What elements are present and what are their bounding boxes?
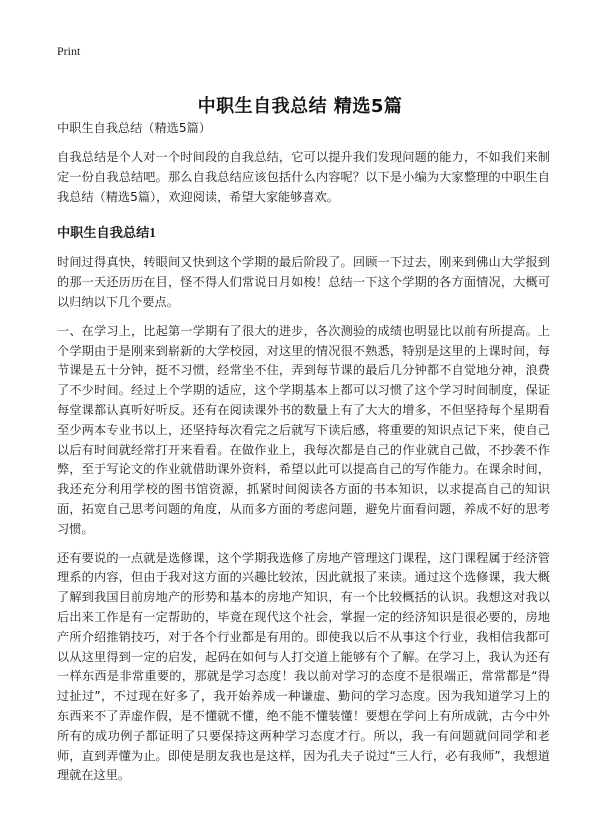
document-subtitle: 中职生自我总结（精选5篇） <box>57 121 212 135</box>
body-paragraph: 时间过得真快，转眼间又快到这个学期的最后阶段了。回顾一下过去，刚来到佛山大学报到的那一天还历历在目，怪不得人们常说日月如梭！总结一下这个学期的各方面情况，大概可以归纳以下几个要点。 <box>57 255 550 309</box>
intro-paragraph: 自我总结是个人对一个时间段的自我总结，它可以提升我们发现问题的能力，不如我们来制定一份自我总结吧。那么自我总结应该包括什么内容呢？以下是小编为大家整理的中职生自我总结（精选5篇），欢迎阅读，希望大家能够喜欢。 <box>57 150 550 204</box>
body-paragraph: 还有要说的一点就是选修课，这个学期我选修了房地产管理这门课程，这门课程属于经济管理系的内容，但由于我对这方面的兴趣比较浓，因此就报了来读。通过这个选修课，我大概了解到我国目前房地产的形势和基本的房地产知识，有一个比较概括的认识。我想这对我以后出来工作是有一定帮助的，毕竟在现代这个社会，掌握一定的经济知识是很必要的，房地产所介绍推销技巧，对于各个行业都是有用的。即使我以后不从事这个行业，我相信我都可以从这里得到一定的启发，起码在如何与人打交道上能够有个了解。在学习上，我认为还有一样东西是非常重要的，那就是学习态度！我以前对学习的态度不是很端正，常常都是“得过扯过”，不过现在好多了，我开始养成一种谦虚、勤问的学习态度。因为我知道学习上的东西来不了弄虚作假，是不懂就不懂，绝不能不懂装懂！要想在学问上有所成就，古今中外所有的成功例子都证明了只要保持这两种学习态度才行。所以，我一有问题就问同学和老师，直到弄懂为止。即使是朋友我也是这样，因为孔夫子说过“三人行，必有我师”，我想道理就在这里。 <box>57 550 550 783</box>
print-link[interactable]: Print <box>57 44 81 58</box>
section-heading: 中职生自我总结1 <box>57 225 156 241</box>
document-body <box>57 118 550 795</box>
body-paragraph: 一、在学习上，比起第一学期有了很大的进步，各次测验的成绩也明显比以前有所提高。上个学期由于是刚来到崭新的大学校园，对这里的情况很不熟悉，特别是这里的上课时间，每节课是五十分钟，挺不习惯，经常坐不住，弄到每节课的最后几分钟都不自觉地分神，浪费了不少时间。经过上个学期的适应，这个学期基本上都可以习惯了这个学习时间制度，保证每堂课都认真听好听反。还有在阅读课外书的数量上有了大大的增多，不但坚持每个星期看至少两本专业书以上，还坚持每次看完之后就写下读后感，将重要的知识点记下来，使自己以后有时间就经常打开来看看。在做作业上，我每次都是自己的作业就自己做，不抄袭不作弊，至于写论文的作业就借助课外资料，希望以此可以提高自己的写作能力。在课余时间，我还充分利用学校的图书馆资源，抓紧时间阅读各方面的书本知识，以求提高自己的知识面，拓宽自己思考问题的角度，从而多方面的考虑问题，避免片面看问题，养成不好的思考习惯。 <box>57 323 550 536</box>
document-title: 中职生自我总结 精选5篇 <box>197 96 403 118</box>
